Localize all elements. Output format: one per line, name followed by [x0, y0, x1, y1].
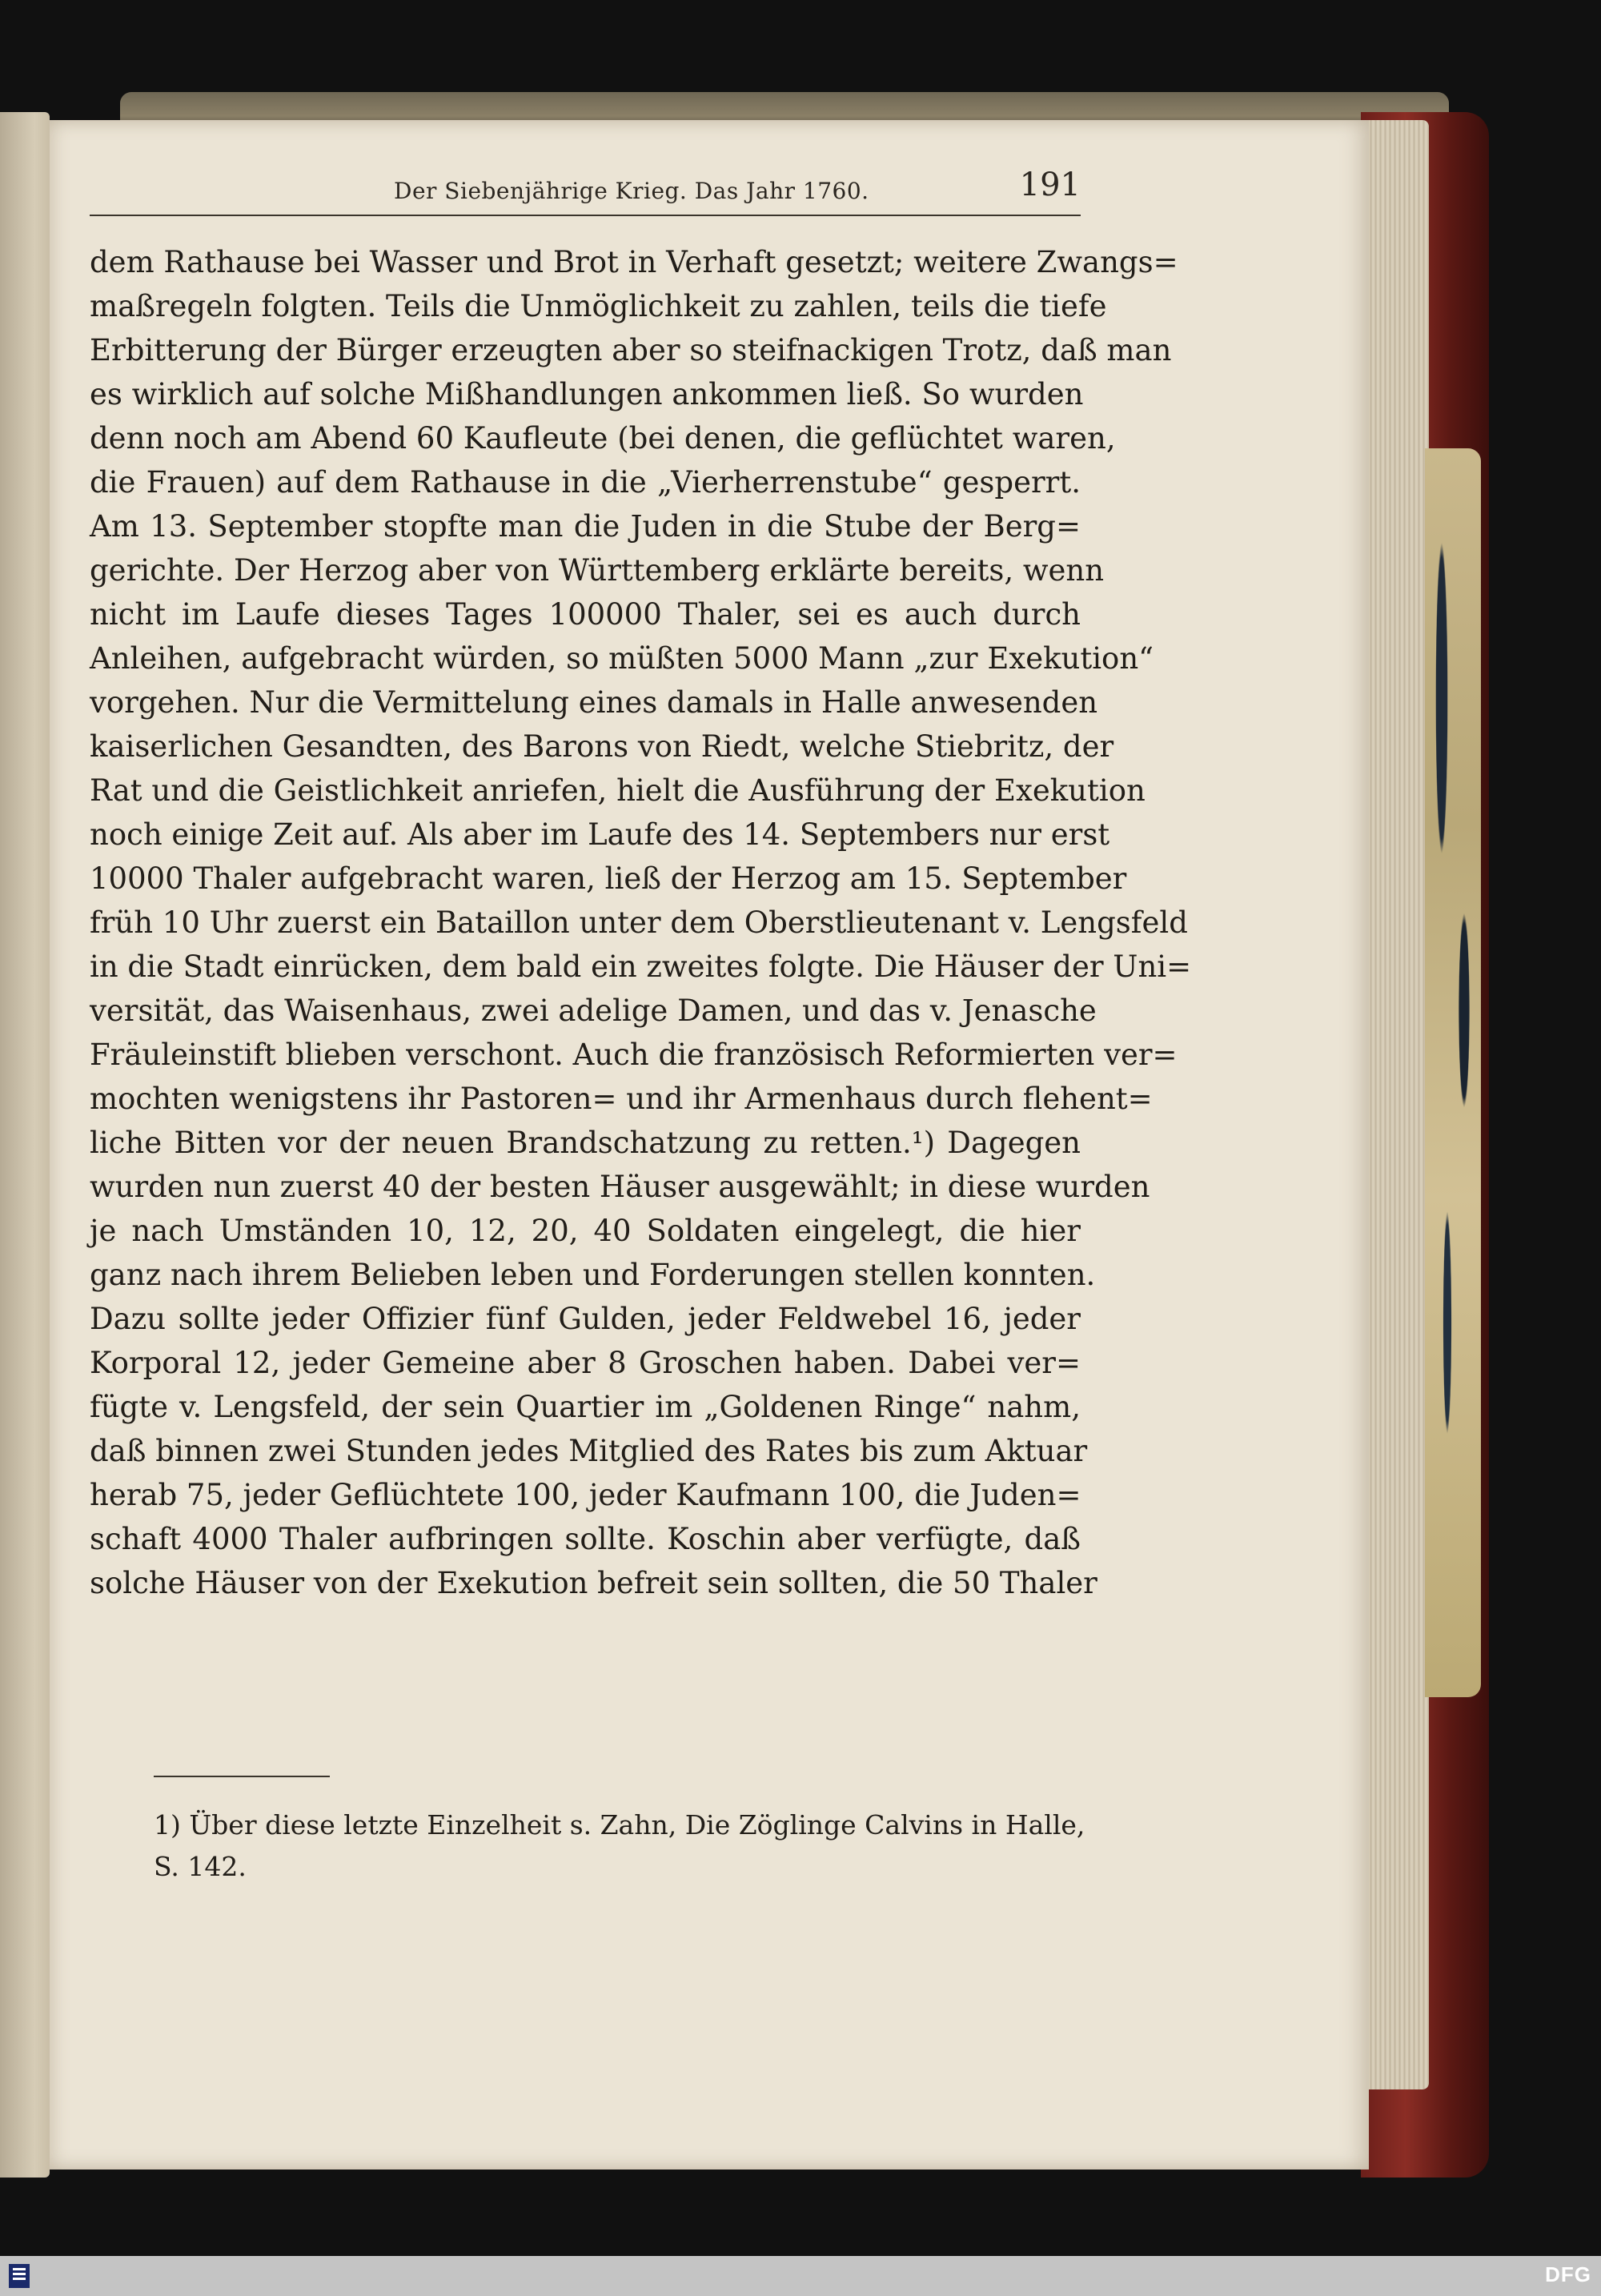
- text-line: 10000 Thaler aufgebracht waren, ließ der Herzog am 15. September: [90, 861, 1127, 896]
- page-number: 191: [1019, 167, 1081, 203]
- library-emblem-icon: [2, 2259, 37, 2293]
- text-line: Rat und die Geistlichkeit anriefen, hielt die Ausführung der Exekution: [90, 773, 1146, 808]
- body-text: [90, 240, 1192, 1605]
- marbled-endpaper: [1425, 448, 1481, 1697]
- dfg-logo: DFG: [1545, 2262, 1591, 2286]
- footnote-rule: [154, 1776, 330, 1777]
- text-line: ganz nach ihrem Belieben leben und Forderungen stellen konnten.: [90, 1258, 1096, 1292]
- text-line: früh 10 Uhr zuerst ein Bataillon unter dem Oberstlieutenant v. Lengsfeld: [90, 905, 1188, 940]
- text-line: kaiserlichen Gesandten, des Barons von Riedt, welche Stiebritz, der: [90, 729, 1114, 764]
- text-line: wurden nun zuerst 40 der besten Häuser ausgewählt; in diese wurden: [90, 1170, 1150, 1204]
- text-line: nicht im Laufe dieses Tages 100000 Thaler, sei es auch durch: [90, 597, 1081, 632]
- page-header: [90, 167, 1081, 216]
- text-line: gerichte. Der Herzog aber von Württemberg erklärte bereits, wenn: [90, 553, 1105, 588]
- text-line: Erbitterung der Bürger erzeugten aber so steifnackigen Trotz, daß man: [90, 333, 1172, 367]
- text-line: je nach Umständen 10, 12, 20, 40 Soldaten eingelegt, die hier: [90, 1214, 1081, 1248]
- text-line: Dazu sollte jeder Offizier fünf Gulden, jeder Feldwebel 16, jeder: [90, 1302, 1081, 1336]
- text-line: Am 13. September stopfte man die Juden in die Stube der Berg=: [90, 509, 1081, 544]
- text-line: versität, das Waisenhaus, zwei adelige Damen, und das v. Jenasche: [90, 993, 1097, 1028]
- left-page-edge: [0, 112, 50, 2178]
- footnote-line: S. 142.: [154, 1851, 247, 1882]
- text-line: es wirklich auf solche Mißhandlungen ankommen ließ. So wurden: [90, 377, 1084, 411]
- text-line: noch einige Zeit auf. Als aber im Laufe des 14. Septembers nur erst: [90, 817, 1110, 852]
- text-line: maßregeln folgten. Teils die Unmöglichkeit zu zahlen, teils die tiefe: [90, 289, 1107, 323]
- text-line: liche Bitten vor der neuen Brandschatzung zu retten.¹) Dagegen: [90, 1126, 1081, 1160]
- text-line: in die Stadt einrücken, dem bald ein zweites folgte. Die Häuser der Uni=: [90, 949, 1192, 984]
- text-line: Fräuleinstift blieben verschont. Auch die französisch Reformierten ver=: [90, 1038, 1178, 1072]
- text-line: Anleihen, aufgebracht würden, so müßten 5000 Mann „zur Exekution“: [90, 641, 1154, 676]
- text-line: denn noch am Abend 60 Kaufleute (bei denen, die geflüchtet waren,: [90, 421, 1116, 456]
- text-line: daß binnen zwei Stunden jedes Mitglied des Rates bis zum Aktuar: [90, 1434, 1088, 1468]
- viewer-bottom-bar: [0, 2256, 1601, 2296]
- running-title: Der Siebenjährige Krieg. Das Jahr 1760.: [394, 178, 869, 204]
- text-line: solche Häuser von der Exekution befreit sein sollten, die 50 Thaler: [90, 1566, 1097, 1600]
- text-line: Korporal 12, jeder Gemeine aber 8 Groschen haben. Dabei ver=: [90, 1346, 1081, 1380]
- text-line: fügte v. Lengsfeld, der sein Quartier im „Goldenen Ringe“ nahm,: [90, 1390, 1081, 1424]
- text-line: mochten wenigstens ihr Pastoren= und ihr Armenhaus durch flehent=: [90, 1082, 1153, 1116]
- text-line: herab 75, jeder Geflüchtete 100, jeder Kaufmann 100, die Juden=: [90, 1478, 1081, 1512]
- text-line: die Frauen) auf dem Rathause in die „Vierherrenstube“ gesperrt.: [90, 465, 1081, 500]
- footnotes: [154, 1804, 1085, 1888]
- text-line: schaft 4000 Thaler aufbringen sollte. Koschin aber verfügte, daß: [90, 1522, 1081, 1556]
- footnote-line: 1) Über diese letzte Einzelheit s. Zahn, Die Zöglinge Calvins in Halle,: [154, 1809, 1085, 1840]
- text-line: dem Rathause bei Wasser und Brot in Verhaft gesetzt; weitere Zwangs=: [90, 245, 1178, 279]
- text-line: vorgehen. Nur die Vermittelung eines damals in Halle anwesenden: [90, 685, 1098, 720]
